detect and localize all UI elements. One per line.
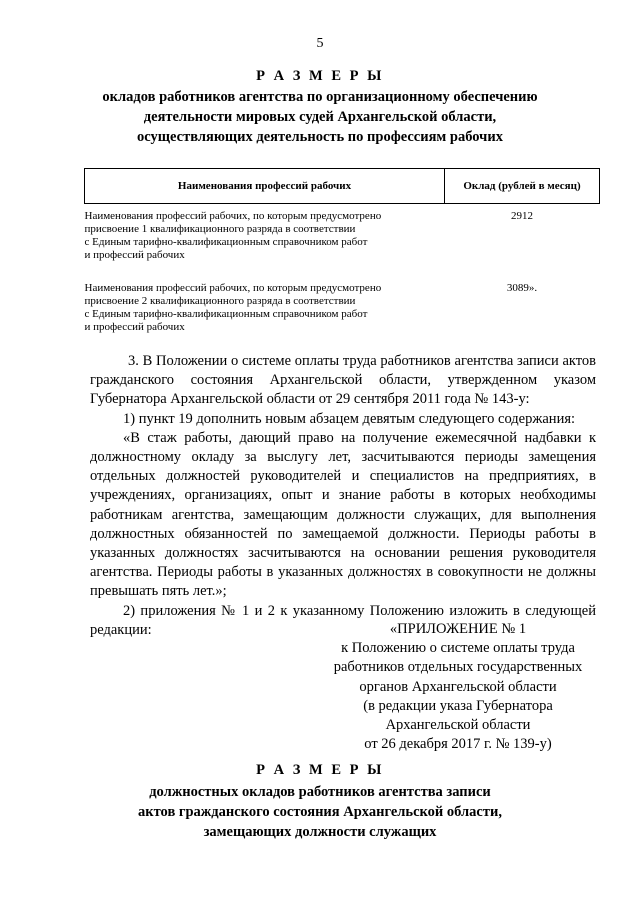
appendix-heading xyxy=(320,620,596,754)
section2-subtitle-line: актов гражданского состояния Архангельской области, xyxy=(138,804,502,820)
appendix-line: от 26 декабря 2017 г. № 139-у) xyxy=(364,736,552,753)
table-row xyxy=(85,282,600,334)
quote-paragraph: «В стаж работы, дающий право на получение ежемесячной надбавки к должностному окладу за выслугу лет, засчитываются периоды замещения отдельных должностей руководителей и специалистов на предприятиях, в учреждениях, организациях, опыт и знание работы в которых необходимы работникам агентства, замещающим должности служащих, для выполнения должностных обязанностей по замещаемой должности. Периоды работы в указанных должностях засчитываются на основании решения руководителя агентства. Периоды работы в указанных должностях в совокупности не должны превышать пять лет.»; xyxy=(90,429,596,600)
salary-table xyxy=(84,168,600,334)
table-header-profession: Наименования профессий рабочих xyxy=(85,169,445,204)
cell-line: с Единым тарифно-квалификационным справочником работ xyxy=(84,307,368,320)
appendix-line: работников отдельных государственных xyxy=(333,659,583,676)
table-row xyxy=(85,210,600,262)
appendix-line: «ПРИЛОЖЕНИЕ № 1 xyxy=(389,621,527,637)
section2-title: Р А З М Е Р Ы xyxy=(256,762,384,778)
table-header-row xyxy=(85,169,600,204)
cell-line: с Единым тарифно-квалификационным справочником работ xyxy=(84,235,368,248)
section2-subtitle-line: замещающих должности служащих xyxy=(203,824,437,840)
table-header-salary: Оклад (рублей в месяц) xyxy=(445,169,600,204)
cell-line: присвоение 2 квалификационного разряда в соответствии xyxy=(84,294,356,307)
section2-subtitle-line: должностных окладов работников агентства записи xyxy=(149,784,491,800)
section1-subtitle-line: окладов работников агентства по организационному обеспечению xyxy=(102,89,538,105)
section1-subtitle-line: деятельности мировых судей Архангельской области, xyxy=(143,109,497,125)
cell-line: и профессий рабочих xyxy=(84,320,185,333)
item-2: 2) приложения № 1 и 2 к указанному Положению изложить в следующей редакции: xyxy=(90,602,596,638)
section1-subtitle xyxy=(60,87,580,147)
table-cell-salary: 2912 xyxy=(511,209,533,222)
table-cell-profession xyxy=(85,210,445,262)
cell-line: и профессий рабочих xyxy=(84,248,185,261)
body-text xyxy=(90,352,596,640)
section2-subtitle xyxy=(60,782,580,842)
item-1: 1) пункт 19 дополнить новым абзацем девятым следующего содержания: xyxy=(123,410,576,427)
cell-line: присвоение 1 квалификационного разряда в соответствии xyxy=(84,222,356,235)
appendix-line: (в редакции указа Губернатора xyxy=(363,697,553,714)
paragraph-3: 3. В Положении о системе оплаты труда работников агентства записи актов гражданского состояния Архангельской области, утвержденном указом Губернатора Архангельской области от 29 сентября 2011 года № 143-у: xyxy=(90,353,596,408)
cell-line: Наименования профессий рабочих, по которым предусмотрено xyxy=(84,281,382,294)
section1-title: Р А З М Е Р Ы xyxy=(256,68,384,84)
table-cell-salary: 3089». xyxy=(506,281,538,294)
cell-line: Наименования профессий рабочих, по которым предусмотрено xyxy=(84,209,382,222)
page-number: 5 xyxy=(316,36,324,51)
section1-subtitle-line: осуществляющих деятельность по профессиям рабочих xyxy=(137,129,503,145)
appendix-line: Архангельской области xyxy=(385,717,531,734)
appendix-line: органов Архангельской области xyxy=(359,678,557,695)
table-cell-profession xyxy=(85,282,445,334)
appendix-line: к Положению о системе оплаты труда xyxy=(341,640,575,657)
